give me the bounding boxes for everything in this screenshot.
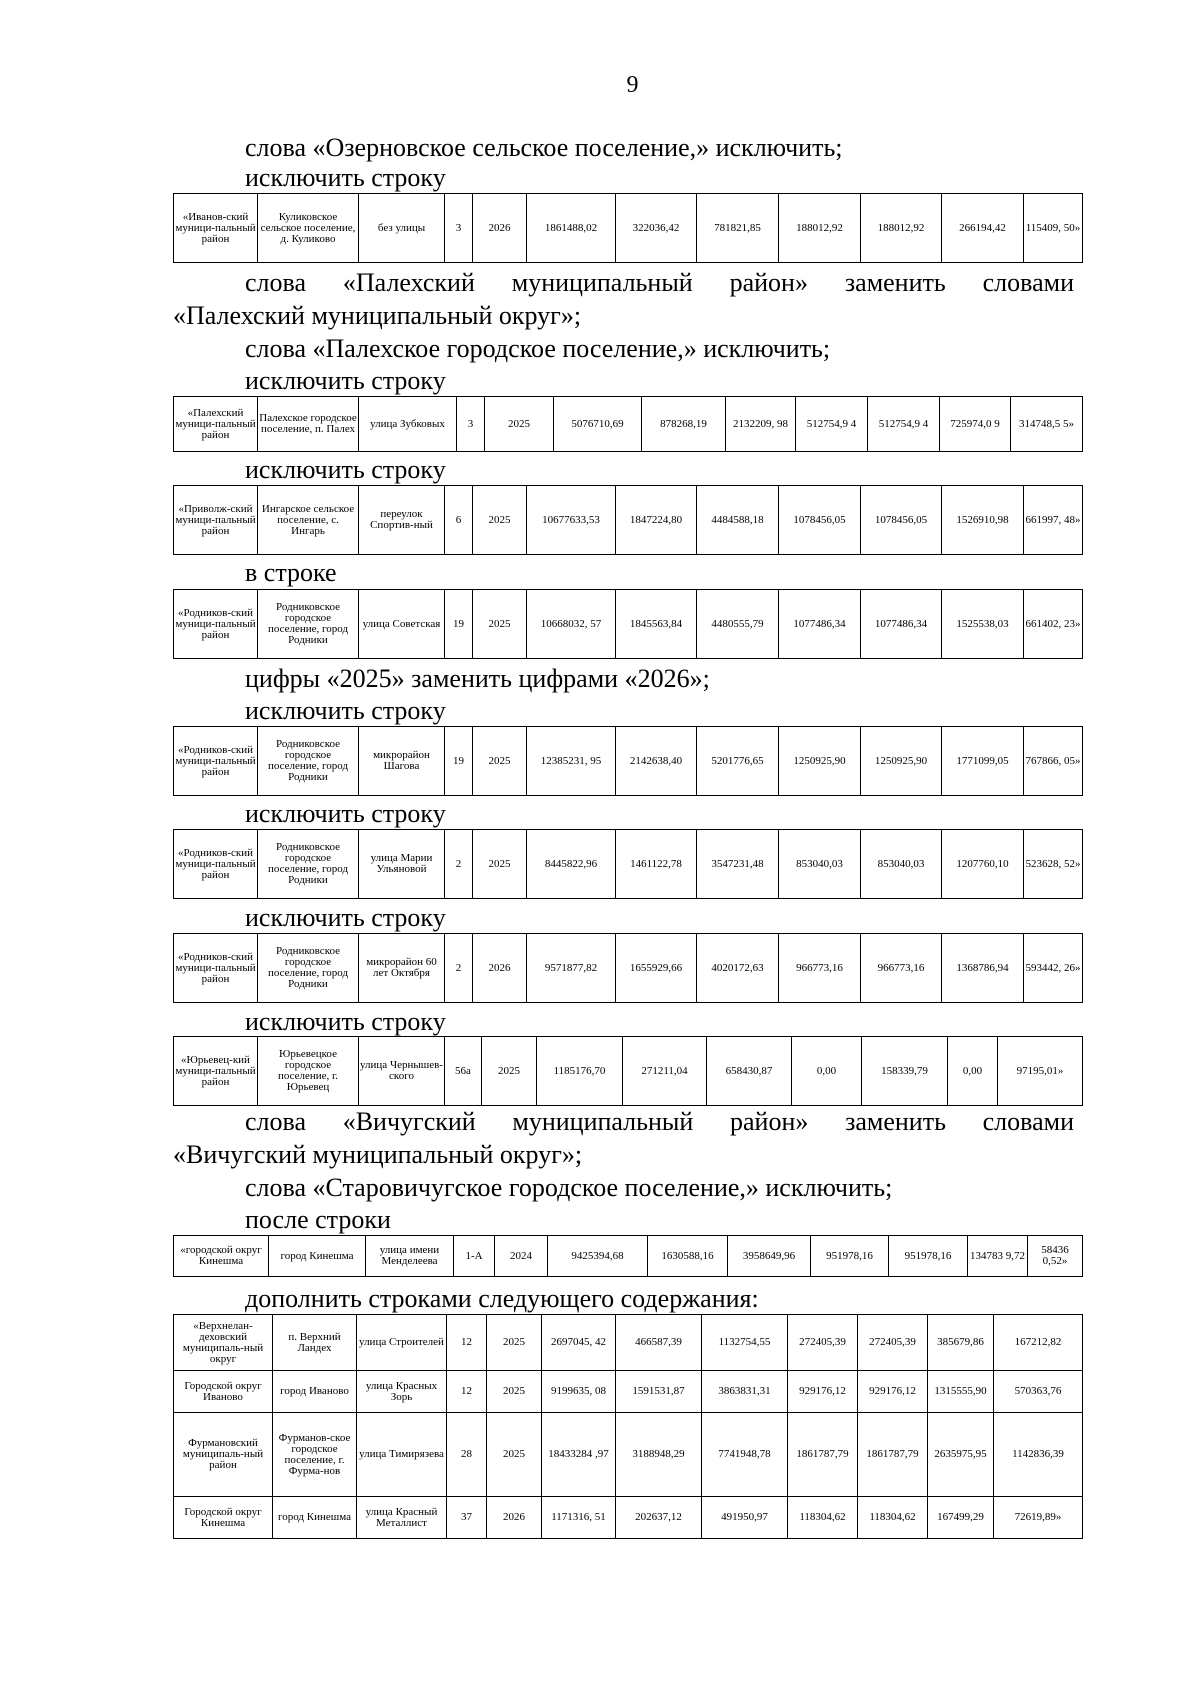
text-line: «Палехский муниципальный округ»; — [173, 301, 582, 330]
table-cell: 1630588,16 — [648, 1236, 728, 1277]
table-cell: 4020172,63 — [697, 934, 779, 1003]
table-cell: Городской округ Кинешма — [174, 1497, 273, 1539]
table-1 — [173, 193, 1083, 263]
table-cell: 202637,12 — [616, 1497, 702, 1539]
table-cell: 1525538,03 — [942, 590, 1024, 659]
table-cell: 2026 — [473, 194, 527, 263]
text-line: исключить строку — [245, 163, 446, 192]
table-row — [174, 830, 1083, 899]
table-cell: 1142836,39 — [994, 1413, 1083, 1497]
table-cell: 1132754,55 — [702, 1315, 788, 1371]
table-cell: «Родников-ский муници-пальный район — [174, 590, 258, 659]
table-cell: 271211,04 — [623, 1037, 707, 1106]
table-10 — [173, 1314, 1083, 1539]
table-row — [174, 486, 1083, 555]
table-cell: 2 — [445, 830, 473, 899]
table-cell: 3547231,48 — [697, 830, 779, 899]
table-cell: 1207760,10 — [942, 830, 1024, 899]
table-row — [174, 934, 1083, 1003]
table-cell: 9571877,82 — [527, 934, 616, 1003]
table-row — [174, 194, 1083, 263]
table-cell: 1185176,70 — [537, 1037, 623, 1106]
table-cell: улица Советская — [359, 590, 445, 659]
table-cell: 0,00 — [948, 1037, 998, 1106]
table-cell: Палехское городское поселение, п. Палех — [258, 397, 359, 452]
table-cell: 1077486,34 — [779, 590, 861, 659]
table-cell: 523628, 52» — [1024, 830, 1083, 899]
table-cell: без улицы — [359, 194, 445, 263]
table-cell: 966773,16 — [861, 934, 942, 1003]
table-cell: 322036,42 — [616, 194, 697, 263]
table-cell: п. Верхний Ландех — [273, 1315, 357, 1371]
table-cell: 118304,62 — [788, 1497, 858, 1539]
table-cell: Ингарское сельское поселение, с. Ингарь — [258, 486, 359, 555]
table-cell: 0,00 — [792, 1037, 862, 1106]
table-cell: 1845563,84 — [616, 590, 697, 659]
text-line: исключить строку — [245, 696, 446, 725]
table-cell: 3958649,96 — [728, 1236, 811, 1277]
table-cell: 134783 9,72 — [968, 1236, 1028, 1277]
table-cell: 167212,82 — [994, 1315, 1083, 1371]
table-cell: 3863831,31 — [702, 1371, 788, 1413]
table-row — [174, 1413, 1083, 1497]
table-cell: 1861488,02 — [527, 194, 616, 263]
table-cell: улица Чернышев-ского — [359, 1037, 445, 1106]
table-row — [174, 1497, 1083, 1539]
table-cell: 2 — [445, 934, 473, 1003]
table-cell: 272405,39 — [788, 1315, 858, 1371]
table-cell: 72619,89» — [994, 1497, 1083, 1539]
table-2 — [173, 396, 1083, 452]
table-cell: 115409, 50» — [1024, 194, 1083, 263]
table-cell: 19 — [445, 590, 473, 659]
table-cell: 1861787,79 — [858, 1413, 928, 1497]
table-cell: город Кинешма — [273, 1497, 357, 1539]
table-cell: 1077486,34 — [861, 590, 942, 659]
text-line: в строке — [245, 558, 337, 587]
table-cell: улица Марии Ульяновой — [359, 830, 445, 899]
text-line: слова «Палехский муниципальный район» заменить словами — [245, 268, 1074, 297]
table-cell: Городской округ Иваново — [174, 1371, 273, 1413]
table-cell: 1250925,90 — [779, 727, 861, 796]
text-line: слова «Озерновское сельское поселение,» исключить; — [245, 133, 843, 162]
table-cell: 3 — [457, 397, 485, 452]
table-cell: 28 — [447, 1413, 487, 1497]
table-cell: 951978,16 — [889, 1236, 968, 1277]
table-cell: 1461122,78 — [616, 830, 697, 899]
table-cell: 385679,86 — [928, 1315, 994, 1371]
table-8 — [173, 1036, 1083, 1106]
table-cell: «Родников-ский муници-пальный район — [174, 830, 258, 899]
table-3 — [173, 485, 1083, 555]
table-cell: 12 — [447, 1371, 487, 1413]
table-cell: 158339,79 — [862, 1037, 948, 1106]
table-cell: 2132209, 98 — [726, 397, 796, 452]
table-cell: 167499,29 — [928, 1497, 994, 1539]
table-cell: 593442, 26» — [1024, 934, 1083, 1003]
table-4 — [173, 589, 1083, 659]
table-cell: 19 — [445, 727, 473, 796]
table-cell: 97195,01» — [998, 1037, 1083, 1106]
table-cell: 272405,39 — [858, 1315, 928, 1371]
table-7 — [173, 933, 1083, 1003]
table-cell: 570363,76 — [994, 1371, 1083, 1413]
table-cell: 9199635, 08 — [542, 1371, 616, 1413]
table-cell: 18433284 ,97 — [542, 1413, 616, 1497]
table-cell: 8445822,96 — [527, 830, 616, 899]
table-cell: 853040,03 — [861, 830, 942, 899]
table-cell: 2697045, 42 — [542, 1315, 616, 1371]
text-line: исключить строку — [245, 799, 446, 828]
table-cell: 929176,12 — [788, 1371, 858, 1413]
text-line: исключить строку — [245, 903, 446, 932]
table-cell: 9425394,68 — [548, 1236, 648, 1277]
table-cell: микрорайон Шагова — [359, 727, 445, 796]
table-cell: 929176,12 — [858, 1371, 928, 1413]
table-cell: 5201776,65 — [697, 727, 779, 796]
table-cell: 1591531,87 — [616, 1371, 702, 1413]
table-cell: улица Красный Металлист — [357, 1497, 447, 1539]
table-cell: 2025 — [487, 1413, 542, 1497]
table-cell: 37 — [447, 1497, 487, 1539]
table-cell: «городской округ Кинешма — [174, 1236, 269, 1277]
table-cell: 725974,0 9 — [940, 397, 1011, 452]
table-cell: 1861787,79 — [788, 1413, 858, 1497]
table-cell: 12 — [447, 1315, 487, 1371]
table-cell: 661997, 48» — [1024, 486, 1083, 555]
table-row — [174, 1037, 1083, 1106]
table-cell: 2024 — [495, 1236, 548, 1277]
table-cell: 2025 — [473, 486, 527, 555]
table-cell: 2025 — [487, 1371, 542, 1413]
table-cell: 58436 0,52» — [1028, 1236, 1083, 1277]
table-cell: улица Тимирязева — [357, 1413, 447, 1497]
table-cell: 1847224,80 — [616, 486, 697, 555]
table-cell: 853040,03 — [779, 830, 861, 899]
table-6 — [173, 829, 1083, 899]
table-cell: 10677633,53 — [527, 486, 616, 555]
page-number: 9 — [626, 72, 639, 98]
table-cell: Родниковское городское поселение, город Родники — [258, 934, 359, 1003]
table-cell: 466587,39 — [616, 1315, 702, 1371]
table-cell: город Иваново — [273, 1371, 357, 1413]
table-cell: 7741948,78 — [702, 1413, 788, 1497]
table-cell: 781821,85 — [697, 194, 779, 263]
text-line: слова «Палехское городское поселение,» исключить; — [245, 334, 831, 363]
table-cell: 2635975,95 — [928, 1413, 994, 1497]
text-line: после строки — [245, 1205, 391, 1234]
table-cell: микрорайон 60 лет Октября — [359, 934, 445, 1003]
table-cell: «Приволж-ский муници-пальный район — [174, 486, 258, 555]
table-row — [174, 1315, 1083, 1371]
table-cell: Родниковское городское поселение, город Родники — [258, 830, 359, 899]
table-cell: улица Красных Зорь — [357, 1371, 447, 1413]
table-row — [174, 727, 1083, 796]
table-row — [174, 1371, 1083, 1413]
table-cell: «Родников-ский муници-пальный район — [174, 727, 258, 796]
table-cell: улица Строителей — [357, 1315, 447, 1371]
table-cell: улица Зубковых — [359, 397, 457, 452]
table-cell: 767866, 05» — [1024, 727, 1083, 796]
table-cell: 2025 — [482, 1037, 537, 1106]
table-cell: 2026 — [487, 1497, 542, 1539]
table-cell: 188012,92 — [779, 194, 861, 263]
table-cell: Фурмановский муниципаль-ный район — [174, 1413, 273, 1497]
table-cell: 2026 — [473, 934, 527, 1003]
text-line: исключить строку — [245, 455, 446, 484]
table-cell: 966773,16 — [779, 934, 861, 1003]
table-cell: 188012,92 — [861, 194, 942, 263]
text-line: дополнить строками следующего содержания: — [245, 1284, 759, 1313]
table-cell: 1315555,90 — [928, 1371, 994, 1413]
table-row — [174, 397, 1083, 452]
table-cell: улица имени Менделеева — [366, 1236, 454, 1277]
text-line: слова «Старовичугское городское поселение,» исключить; — [245, 1173, 893, 1202]
table-cell: 3 — [445, 194, 473, 263]
text-line: цифры «2025» заменить цифрами «2026»; — [245, 664, 710, 693]
table-cell: «Иванов-ский муници-пальный район — [174, 194, 258, 263]
table-cell: 5076710,69 — [554, 397, 642, 452]
table-cell: 266194,42 — [942, 194, 1024, 263]
table-cell: 12385231, 95 — [527, 727, 616, 796]
table-cell: «Юрьевец-кий муници-пальный район — [174, 1037, 258, 1106]
text-line: «Вичугский муниципальный округ»; — [173, 1140, 583, 1169]
table-5 — [173, 726, 1083, 796]
table-cell: 2025 — [487, 1315, 542, 1371]
table-cell: Юрьевецкое городское поселение, г. Юрьевец — [258, 1037, 359, 1106]
table-cell: 2025 — [473, 590, 527, 659]
table-cell: 661402, 23» — [1024, 590, 1083, 659]
table-row — [174, 1236, 1083, 1277]
table-cell: город Кинешма — [269, 1236, 366, 1277]
table-row — [174, 590, 1083, 659]
table-cell: «Палехский муници-пальный район — [174, 397, 258, 452]
table-cell: 2025 — [473, 830, 527, 899]
table-cell: «Родников-ский муници-пальный район — [174, 934, 258, 1003]
table-cell: 1526910,98 — [942, 486, 1024, 555]
table-cell: 56а — [445, 1037, 482, 1106]
text-line: слова «Вичугский муниципальный район» заменить словами — [245, 1107, 1074, 1136]
table-cell: 314748,5 5» — [1011, 397, 1083, 452]
table-cell: 1078456,05 — [861, 486, 942, 555]
table-cell: 1-А — [454, 1236, 495, 1277]
table-cell: переулок Спортив-ный — [359, 486, 445, 555]
table-cell: 512754,9 4 — [868, 397, 940, 452]
table-cell: «Верхнелан-деховский муниципаль-ный округ — [174, 1315, 273, 1371]
table-cell: 1250925,90 — [861, 727, 942, 796]
table-cell: 1171316, 51 — [542, 1497, 616, 1539]
table-cell: 10668032, 57 — [527, 590, 616, 659]
table-cell: 118304,62 — [858, 1497, 928, 1539]
table-cell: 1368786,94 — [942, 934, 1024, 1003]
table-cell: 3188948,29 — [616, 1413, 702, 1497]
table-cell: Родниковское городское поселение, город Родники — [258, 590, 359, 659]
table-9 — [173, 1235, 1083, 1277]
table-cell: 951978,16 — [811, 1236, 889, 1277]
table-cell: 2025 — [473, 727, 527, 796]
table-cell: Фурманов-ское городское поселение, г. Фурма-нов — [273, 1413, 357, 1497]
table-cell: 878268,19 — [642, 397, 726, 452]
table-cell: 2142638,40 — [616, 727, 697, 796]
text-line: исключить строку — [245, 366, 446, 395]
table-cell: 1655929,66 — [616, 934, 697, 1003]
table-cell: 658430,87 — [707, 1037, 792, 1106]
table-cell: Куликовское сельское поселение, д. Куликово — [258, 194, 359, 263]
table-cell: 6 — [445, 486, 473, 555]
table-cell: Родниковское городское поселение, город Родники — [258, 727, 359, 796]
table-cell: 2025 — [485, 397, 554, 452]
table-cell: 4480555,79 — [697, 590, 779, 659]
table-cell: 512754,9 4 — [796, 397, 868, 452]
table-cell: 4484588,18 — [697, 486, 779, 555]
table-cell: 1078456,05 — [779, 486, 861, 555]
table-cell: 1771099,05 — [942, 727, 1024, 796]
table-cell: 491950,97 — [702, 1497, 788, 1539]
text-line: исключить строку — [245, 1007, 446, 1036]
